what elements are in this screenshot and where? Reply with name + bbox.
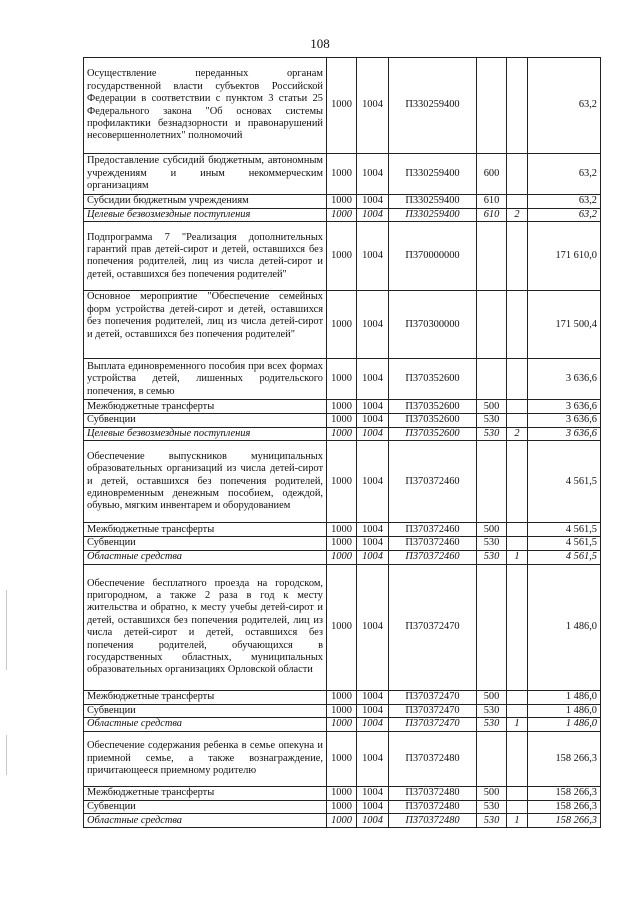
cell-subsection: 1004 bbox=[357, 690, 389, 704]
cell-amount: 4 561,5 bbox=[528, 537, 601, 550]
cell-target-code: П370372480 bbox=[389, 787, 477, 801]
cell-funding-source bbox=[507, 801, 528, 814]
table-row bbox=[84, 195, 601, 209]
cell-target-code: П330259400 bbox=[389, 209, 477, 222]
cell-target-code: П370372470 bbox=[389, 690, 477, 704]
cell-name: Обеспечение бесплатного проезда на городском, пригородном, а также 2 раза в год к месту жительства и обратно, к месту учебы детей-сирот и детей, оставшихся без попечения родителей, лиц из числа детей-сирот и детей, оставшихся без попечения родителей, обучающихся в государственных областных, муниципальных образовательных организациях Орловской области bbox=[84, 564, 327, 690]
cell-funding-source bbox=[507, 690, 528, 704]
cell-name: Основное мероприятие "Обеспечение семейных форм устройства детей-сирот и детей, оставшихся без попечения родителей, лиц из числа детей-сирот и детей, оставшихся без попечения родителей" bbox=[84, 291, 327, 359]
cell-target-code: П370372480 bbox=[389, 801, 477, 814]
cell-target-code: П330259400 bbox=[389, 195, 477, 209]
cell-expense-type: 600 bbox=[477, 154, 507, 195]
cell-name: Предоставление субсидий бюджетным, автономным учреждениям и иным некоммерческим организациям bbox=[84, 154, 327, 195]
cell-amount: 1 486,0 bbox=[528, 704, 601, 717]
cell-expense-type bbox=[477, 732, 507, 787]
cell-funding-source bbox=[507, 732, 528, 787]
cell-section: 1000 bbox=[327, 787, 357, 801]
scan-edge-mark bbox=[6, 735, 7, 775]
cell-funding-source: 1 bbox=[507, 814, 528, 828]
budget-table-body bbox=[84, 58, 601, 828]
cell-subsection: 1004 bbox=[357, 195, 389, 209]
cell-amount: 63,2 bbox=[528, 154, 601, 195]
cell-expense-type bbox=[477, 564, 507, 690]
cell-section: 1000 bbox=[327, 537, 357, 550]
cell-expense-type bbox=[477, 359, 507, 400]
cell-target-code: П370352600 bbox=[389, 400, 477, 414]
cell-target-code: П370372480 bbox=[389, 732, 477, 787]
cell-funding-source bbox=[507, 195, 528, 209]
cell-amount: 4 561,5 bbox=[528, 441, 601, 523]
cell-expense-type: 500 bbox=[477, 690, 507, 704]
cell-name: Выплата единовременного пособия при всех формах устройства детей, лишенных родительского попечения, в семью bbox=[84, 359, 327, 400]
cell-target-code: П370352600 bbox=[389, 414, 477, 427]
scan-edge-mark bbox=[6, 590, 7, 670]
cell-subsection: 1004 bbox=[357, 732, 389, 787]
cell-section: 1000 bbox=[327, 291, 357, 359]
cell-section: 1000 bbox=[327, 427, 357, 440]
table-row bbox=[84, 291, 601, 359]
cell-name: Субсидии бюджетным учреждениям bbox=[84, 195, 327, 209]
cell-target-code: П370372460 bbox=[389, 523, 477, 537]
cell-target-code: П370372480 bbox=[389, 814, 477, 828]
cell-subsection: 1004 bbox=[357, 787, 389, 801]
cell-funding-source bbox=[507, 222, 528, 291]
cell-expense-type bbox=[477, 291, 507, 359]
cell-subsection: 1004 bbox=[357, 291, 389, 359]
cell-section: 1000 bbox=[327, 523, 357, 537]
cell-funding-source bbox=[507, 787, 528, 801]
cell-subsection: 1004 bbox=[357, 441, 389, 523]
cell-section: 1000 bbox=[327, 704, 357, 717]
cell-name: Субвенции bbox=[84, 537, 327, 550]
cell-expense-type bbox=[477, 222, 507, 291]
table-row bbox=[84, 427, 601, 440]
cell-expense-type: 530 bbox=[477, 718, 507, 732]
cell-expense-type: 530 bbox=[477, 414, 507, 427]
table-row bbox=[84, 550, 601, 564]
cell-subsection: 1004 bbox=[357, 154, 389, 195]
budget-table bbox=[83, 57, 601, 828]
cell-amount: 3 636,6 bbox=[528, 414, 601, 427]
cell-name: Подпрограмма 7 "Реализация дополнительных гарантий прав детей-сирот и детей, оставшихся без попечения родителей, лиц из числа детей-сирот и детей, оставшихся без попечения родителей" bbox=[84, 222, 327, 291]
cell-amount: 158 266,3 bbox=[528, 814, 601, 828]
cell-section: 1000 bbox=[327, 209, 357, 222]
cell-name: Межбюджетные трансферты bbox=[84, 787, 327, 801]
cell-expense-type: 530 bbox=[477, 537, 507, 550]
cell-target-code: П330259400 bbox=[389, 154, 477, 195]
cell-funding-source bbox=[507, 414, 528, 427]
table-row bbox=[84, 359, 601, 400]
cell-target-code: П370352600 bbox=[389, 427, 477, 440]
table-row bbox=[84, 209, 601, 222]
cell-section: 1000 bbox=[327, 732, 357, 787]
cell-funding-source bbox=[507, 523, 528, 537]
cell-funding-source bbox=[507, 359, 528, 400]
cell-amount: 158 266,3 bbox=[528, 732, 601, 787]
cell-funding-source: 1 bbox=[507, 718, 528, 732]
cell-expense-type: 500 bbox=[477, 523, 507, 537]
cell-section: 1000 bbox=[327, 414, 357, 427]
table-row bbox=[84, 801, 601, 814]
table-row bbox=[84, 154, 601, 195]
cell-name: Субвенции bbox=[84, 704, 327, 717]
cell-section: 1000 bbox=[327, 690, 357, 704]
cell-section: 1000 bbox=[327, 195, 357, 209]
cell-name: Областные средства bbox=[84, 550, 327, 564]
cell-expense-type: 530 bbox=[477, 704, 507, 717]
table-row bbox=[84, 704, 601, 717]
cell-name: Межбюджетные трансферты bbox=[84, 523, 327, 537]
cell-name: Межбюджетные трансферты bbox=[84, 690, 327, 704]
table-row bbox=[84, 441, 601, 523]
cell-subsection: 1004 bbox=[357, 718, 389, 732]
cell-expense-type bbox=[477, 441, 507, 523]
cell-target-code: П370352600 bbox=[389, 359, 477, 400]
cell-section: 1000 bbox=[327, 718, 357, 732]
cell-name: Обеспечение выпускников муниципальных образовательных организаций из числа детей-сирот и детей, оставшихся без попечения родителей, единовременным денежным пособием, одеждой, обувью, мягким инвентарем и оборудованием bbox=[84, 441, 327, 523]
cell-subsection: 1004 bbox=[357, 550, 389, 564]
cell-amount: 63,2 bbox=[528, 195, 601, 209]
cell-amount: 63,2 bbox=[528, 58, 601, 154]
page-number: 108 bbox=[310, 36, 330, 51]
cell-subsection: 1004 bbox=[357, 801, 389, 814]
cell-expense-type: 610 bbox=[477, 209, 507, 222]
cell-target-code: П330259400 bbox=[389, 58, 477, 154]
cell-subsection: 1004 bbox=[357, 209, 389, 222]
cell-target-code: П370372460 bbox=[389, 550, 477, 564]
cell-section: 1000 bbox=[327, 58, 357, 154]
table-row bbox=[84, 400, 601, 414]
table-row bbox=[84, 814, 601, 828]
cell-amount: 171 610,0 bbox=[528, 222, 601, 291]
cell-expense-type: 530 bbox=[477, 550, 507, 564]
cell-section: 1000 bbox=[327, 222, 357, 291]
cell-name: Субвенции bbox=[84, 414, 327, 427]
cell-funding-source: 2 bbox=[507, 427, 528, 440]
cell-section: 1000 bbox=[327, 441, 357, 523]
cell-amount: 171 500,4 bbox=[528, 291, 601, 359]
cell-subsection: 1004 bbox=[357, 537, 389, 550]
table-row bbox=[84, 564, 601, 690]
table-row bbox=[84, 787, 601, 801]
cell-amount: 158 266,3 bbox=[528, 801, 601, 814]
cell-expense-type: 530 bbox=[477, 801, 507, 814]
cell-target-code: П370372470 bbox=[389, 718, 477, 732]
cell-amount: 4 561,5 bbox=[528, 523, 601, 537]
cell-amount: 3 636,6 bbox=[528, 400, 601, 414]
cell-target-code: П370372470 bbox=[389, 704, 477, 717]
cell-amount: 4 561,5 bbox=[528, 550, 601, 564]
cell-expense-type: 500 bbox=[477, 400, 507, 414]
cell-amount: 3 636,6 bbox=[528, 359, 601, 400]
cell-section: 1000 bbox=[327, 814, 357, 828]
table-row bbox=[84, 414, 601, 427]
cell-section: 1000 bbox=[327, 154, 357, 195]
cell-section: 1000 bbox=[327, 400, 357, 414]
table-row bbox=[84, 222, 601, 291]
table-row bbox=[84, 718, 601, 732]
cell-name: Осуществление переданных органам государственной власти субъектов Российской Федерации в соответствии с пунктом 3 статьи 25 Федерального закона "Об основах системы профилактики безнадзорности и правонарушений несовершеннолетних" полномочий bbox=[84, 58, 327, 154]
cell-funding-source bbox=[507, 537, 528, 550]
cell-subsection: 1004 bbox=[357, 359, 389, 400]
cell-subsection: 1004 bbox=[357, 222, 389, 291]
cell-name: Обеспечение содержания ребенка в семье опекуна и приемной семье, а также вознаграждение, причитающееся приемному родителю bbox=[84, 732, 327, 787]
cell-amount: 158 266,3 bbox=[528, 787, 601, 801]
cell-funding-source: 2 bbox=[507, 209, 528, 222]
cell-section: 1000 bbox=[327, 801, 357, 814]
cell-subsection: 1004 bbox=[357, 58, 389, 154]
table-row bbox=[84, 58, 601, 154]
cell-subsection: 1004 bbox=[357, 564, 389, 690]
cell-section: 1000 bbox=[327, 550, 357, 564]
table-row bbox=[84, 732, 601, 787]
table-row bbox=[84, 690, 601, 704]
cell-amount: 1 486,0 bbox=[528, 690, 601, 704]
cell-target-code: П370000000 bbox=[389, 222, 477, 291]
cell-target-code: П370372460 bbox=[389, 441, 477, 523]
cell-amount: 3 636,6 bbox=[528, 427, 601, 440]
cell-subsection: 1004 bbox=[357, 427, 389, 440]
cell-funding-source bbox=[507, 154, 528, 195]
cell-funding-source bbox=[507, 564, 528, 690]
cell-expense-type: 500 bbox=[477, 787, 507, 801]
cell-target-code: П370372470 bbox=[389, 564, 477, 690]
cell-expense-type bbox=[477, 58, 507, 154]
cell-subsection: 1004 bbox=[357, 414, 389, 427]
cell-subsection: 1004 bbox=[357, 523, 389, 537]
cell-section: 1000 bbox=[327, 564, 357, 690]
cell-name: Субвенции bbox=[84, 801, 327, 814]
cell-funding-source bbox=[507, 441, 528, 523]
cell-funding-source bbox=[507, 291, 528, 359]
cell-target-code: П370372460 bbox=[389, 537, 477, 550]
cell-expense-type: 530 bbox=[477, 814, 507, 828]
table-row bbox=[84, 523, 601, 537]
cell-subsection: 1004 bbox=[357, 704, 389, 717]
cell-target-code: П370300000 bbox=[389, 291, 477, 359]
cell-section: 1000 bbox=[327, 359, 357, 400]
cell-funding-source bbox=[507, 704, 528, 717]
cell-subsection: 1004 bbox=[357, 814, 389, 828]
cell-name: Целевые безвозмездные поступления bbox=[84, 427, 327, 440]
cell-amount: 1 486,0 bbox=[528, 718, 601, 732]
cell-name: Целевые безвозмездные поступления bbox=[84, 209, 327, 222]
cell-expense-type: 530 bbox=[477, 427, 507, 440]
cell-subsection: 1004 bbox=[357, 400, 389, 414]
cell-amount: 1 486,0 bbox=[528, 564, 601, 690]
cell-name: Областные средства bbox=[84, 814, 327, 828]
cell-name: Областные средства bbox=[84, 718, 327, 732]
cell-name: Межбюджетные трансферты bbox=[84, 400, 327, 414]
cell-amount: 63,2 bbox=[528, 209, 601, 222]
cell-funding-source: 1 bbox=[507, 550, 528, 564]
cell-expense-type: 610 bbox=[477, 195, 507, 209]
cell-funding-source bbox=[507, 400, 528, 414]
table-row bbox=[84, 537, 601, 550]
cell-funding-source bbox=[507, 58, 528, 154]
